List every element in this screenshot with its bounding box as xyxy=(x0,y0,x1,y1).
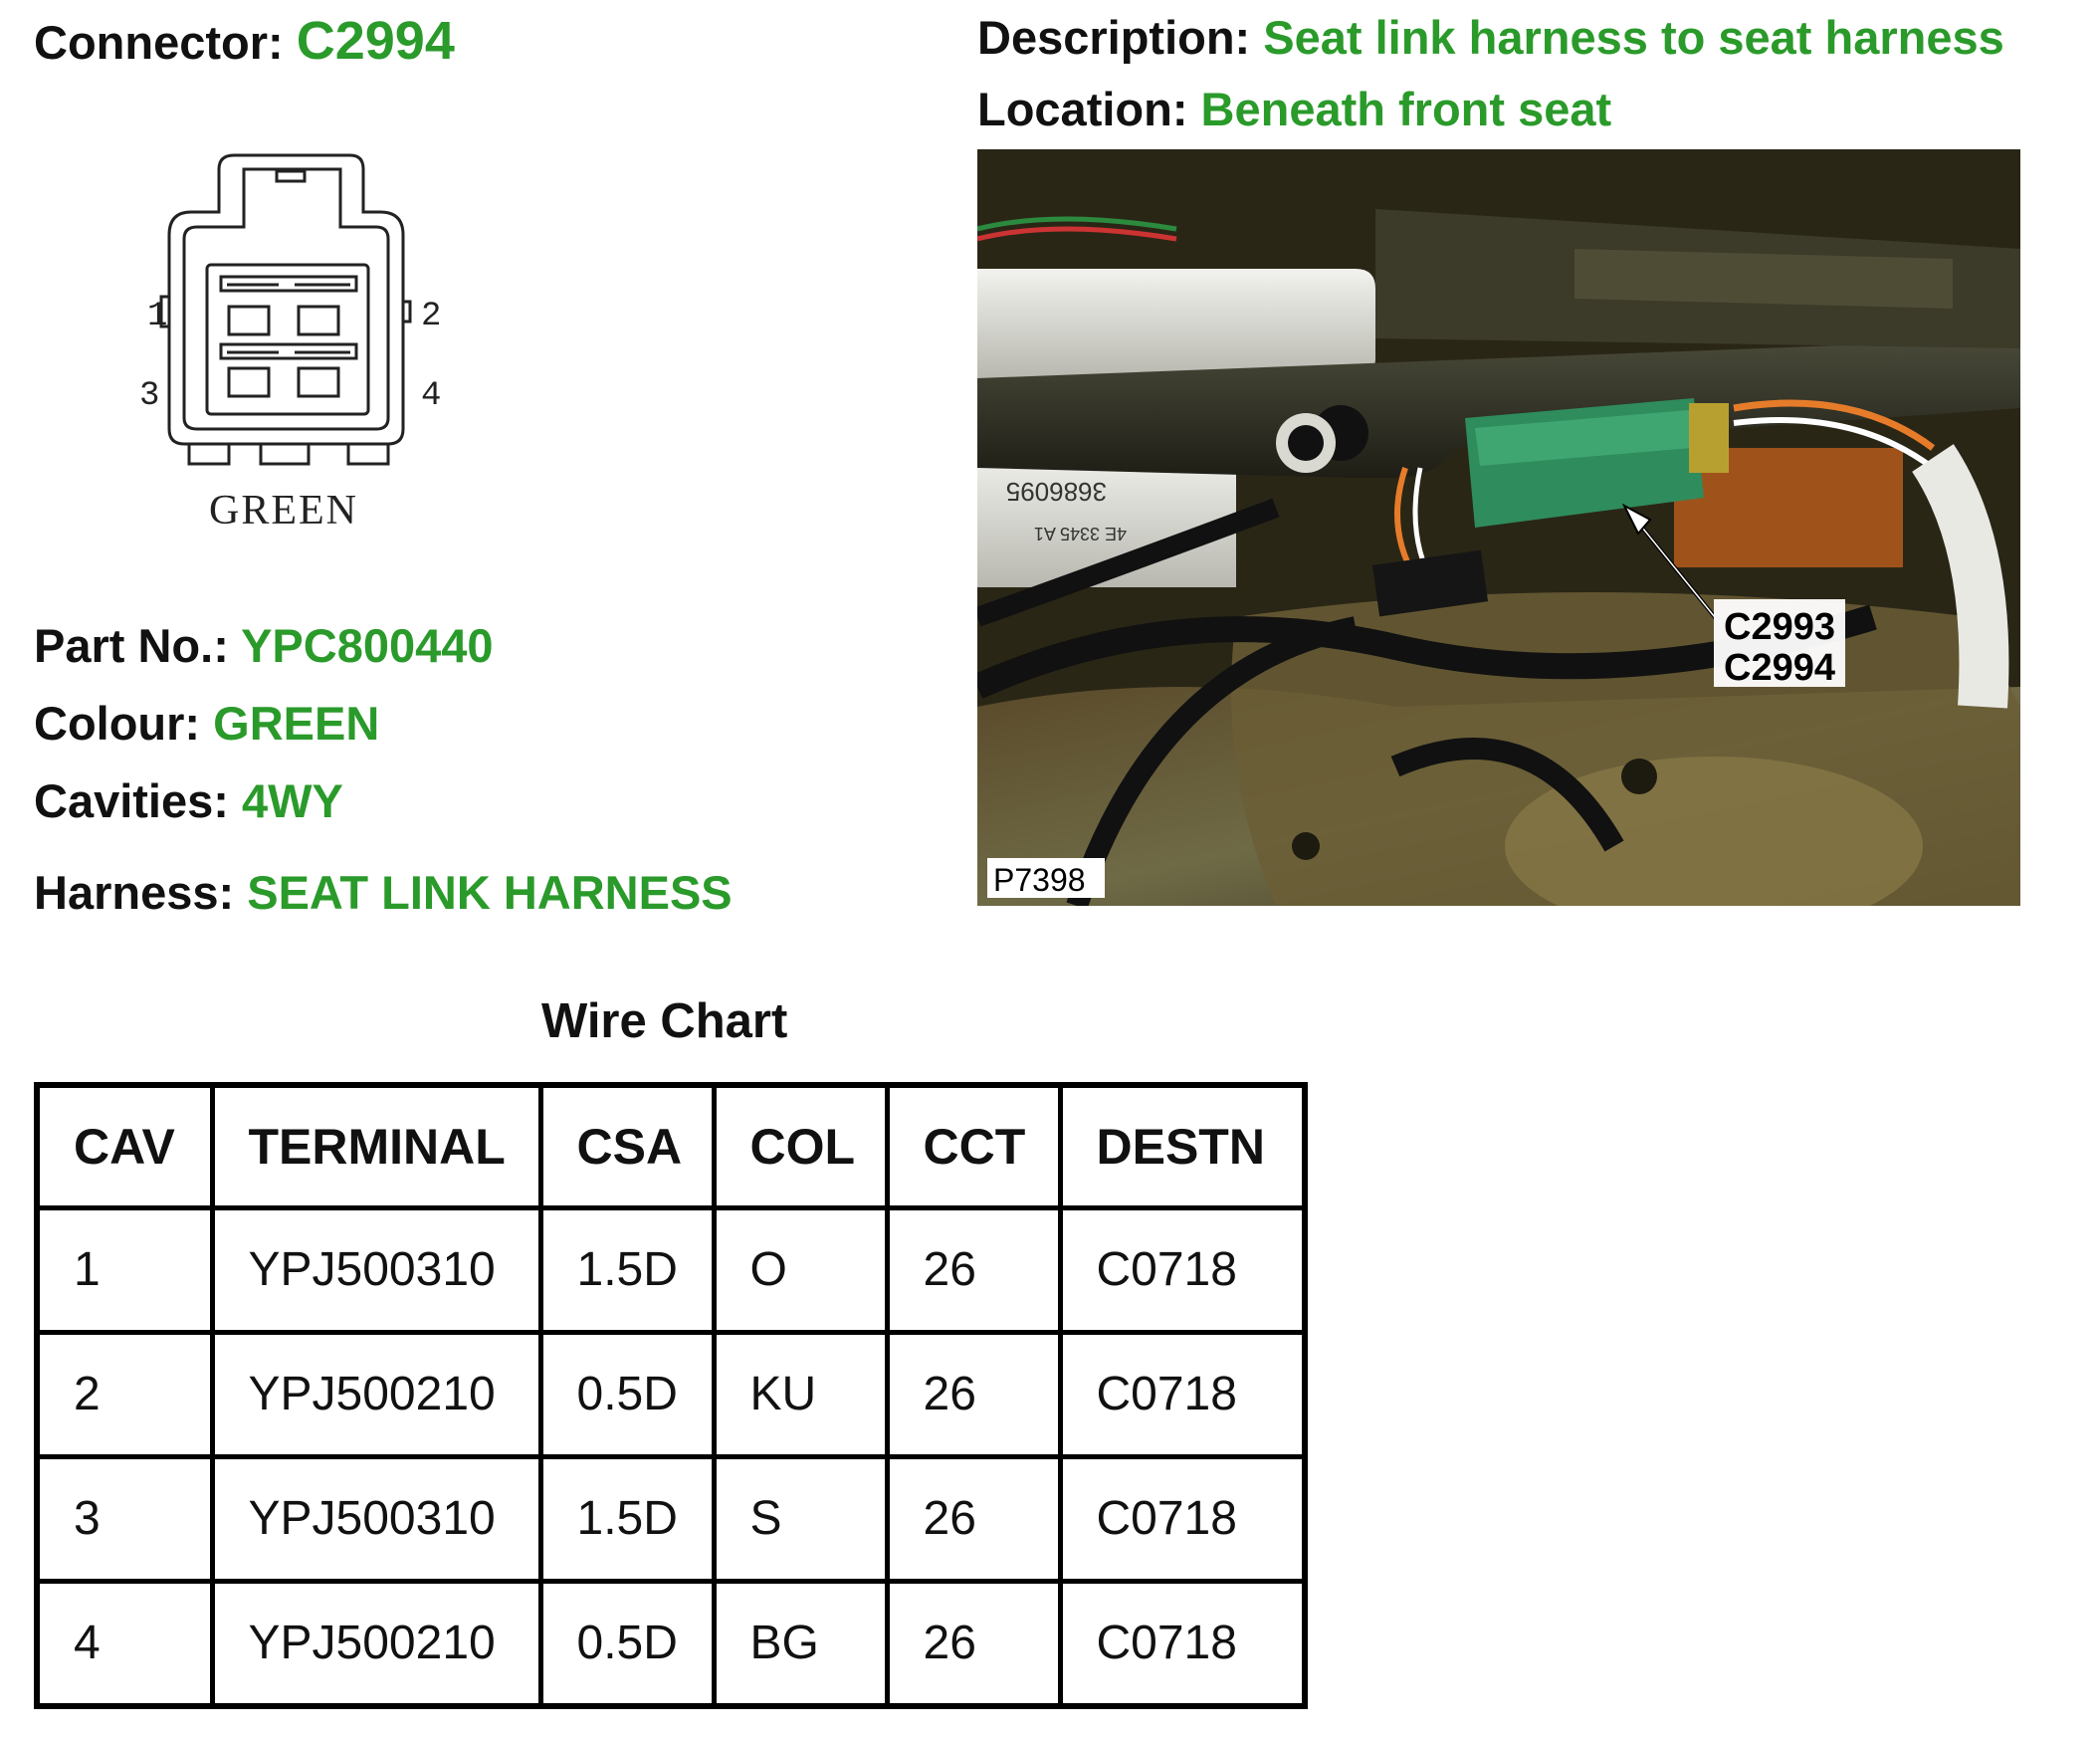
cell-destn: C0718 xyxy=(1060,1581,1305,1706)
cell-col: BG xyxy=(714,1581,887,1706)
description-line xyxy=(977,11,2004,64)
wire-chart-table xyxy=(34,1082,1308,1709)
description-value: Seat link harness to seat harness xyxy=(1263,11,2004,64)
table-row xyxy=(37,1581,1305,1706)
cell-destn: C0718 xyxy=(1060,1208,1305,1333)
harness-line xyxy=(34,866,733,919)
table-row xyxy=(37,1332,1305,1456)
cavities-line xyxy=(34,774,343,827)
cell-cav: 4 xyxy=(37,1581,212,1706)
pin-label-1: 1 xyxy=(147,298,168,335)
tube-stamp: 3686095 xyxy=(1005,477,1107,507)
wire-chart-title: Wire Chart xyxy=(541,994,788,1048)
cell-terminal: YPJ500210 xyxy=(212,1581,540,1706)
location-value: Beneath front seat xyxy=(1200,83,1612,135)
part-no-label: Part No.: xyxy=(34,619,229,672)
location-line xyxy=(977,83,1612,135)
cell-destn: C0718 xyxy=(1060,1332,1305,1456)
table-row xyxy=(37,1208,1305,1333)
table-row xyxy=(37,1456,1305,1581)
header-destn: DESTN xyxy=(1060,1085,1305,1208)
cell-cct: 26 xyxy=(887,1581,1060,1706)
callout-label-c2994: C2994 xyxy=(1724,647,1835,689)
cell-cav: 1 xyxy=(37,1208,212,1333)
cell-csa: 0.5D xyxy=(540,1581,714,1706)
cell-col: O xyxy=(714,1208,887,1333)
cavities-value: 4WY xyxy=(241,774,343,827)
cell-destn: C0718 xyxy=(1060,1456,1305,1581)
location-photo xyxy=(977,149,2020,906)
header-terminal: TERMINAL xyxy=(212,1085,540,1208)
table-header-row xyxy=(37,1085,1305,1208)
connector-label: Connector: xyxy=(34,16,284,69)
part-no-line xyxy=(34,619,494,672)
tube-stamp-2: 4E 3345 A1 xyxy=(1033,524,1127,543)
harness-label: Harness: xyxy=(34,866,235,919)
pin-label-4: 4 xyxy=(421,377,442,415)
cell-csa: 1.5D xyxy=(540,1456,714,1581)
diagram-color-label: GREEN xyxy=(209,488,358,534)
cell-terminal: YPJ500310 xyxy=(212,1208,540,1333)
callout-label-c2993: C2993 xyxy=(1724,606,1835,648)
connector-heading xyxy=(34,11,455,71)
cell-cav: 2 xyxy=(37,1332,212,1456)
pin-label-3: 3 xyxy=(139,377,160,415)
header-col: COL xyxy=(714,1085,887,1208)
photo-code: P7398 xyxy=(993,862,1086,898)
header-csa: CSA xyxy=(540,1085,714,1208)
connector-diagram xyxy=(119,147,458,545)
cell-cav: 3 xyxy=(37,1456,212,1581)
part-no-value: YPC800440 xyxy=(241,619,494,672)
cell-terminal: YPJ500210 xyxy=(212,1332,540,1456)
description-label: Description: xyxy=(977,11,1251,64)
colour-value: GREEN xyxy=(213,697,380,750)
cavities-label: Cavities: xyxy=(34,774,229,827)
cell-cct: 26 xyxy=(887,1456,1060,1581)
connector-id: C2994 xyxy=(296,11,455,71)
header-cav: CAV xyxy=(37,1085,212,1208)
cell-csa: 0.5D xyxy=(540,1332,714,1456)
cell-col: S xyxy=(714,1456,887,1581)
cell-cct: 26 xyxy=(887,1208,1060,1333)
colour-line xyxy=(34,697,380,750)
location-label: Location: xyxy=(977,83,1188,135)
connector-shell-inner xyxy=(184,169,388,429)
cell-terminal: YPJ500310 xyxy=(212,1456,540,1581)
colour-label: Colour: xyxy=(34,697,201,750)
header-cct: CCT xyxy=(887,1085,1060,1208)
pin-label-2: 2 xyxy=(421,298,442,335)
cell-csa: 1.5D xyxy=(540,1208,714,1333)
cell-cct: 26 xyxy=(887,1332,1060,1456)
harness-value: SEAT LINK HARNESS xyxy=(247,866,733,919)
cell-col: KU xyxy=(714,1332,887,1456)
